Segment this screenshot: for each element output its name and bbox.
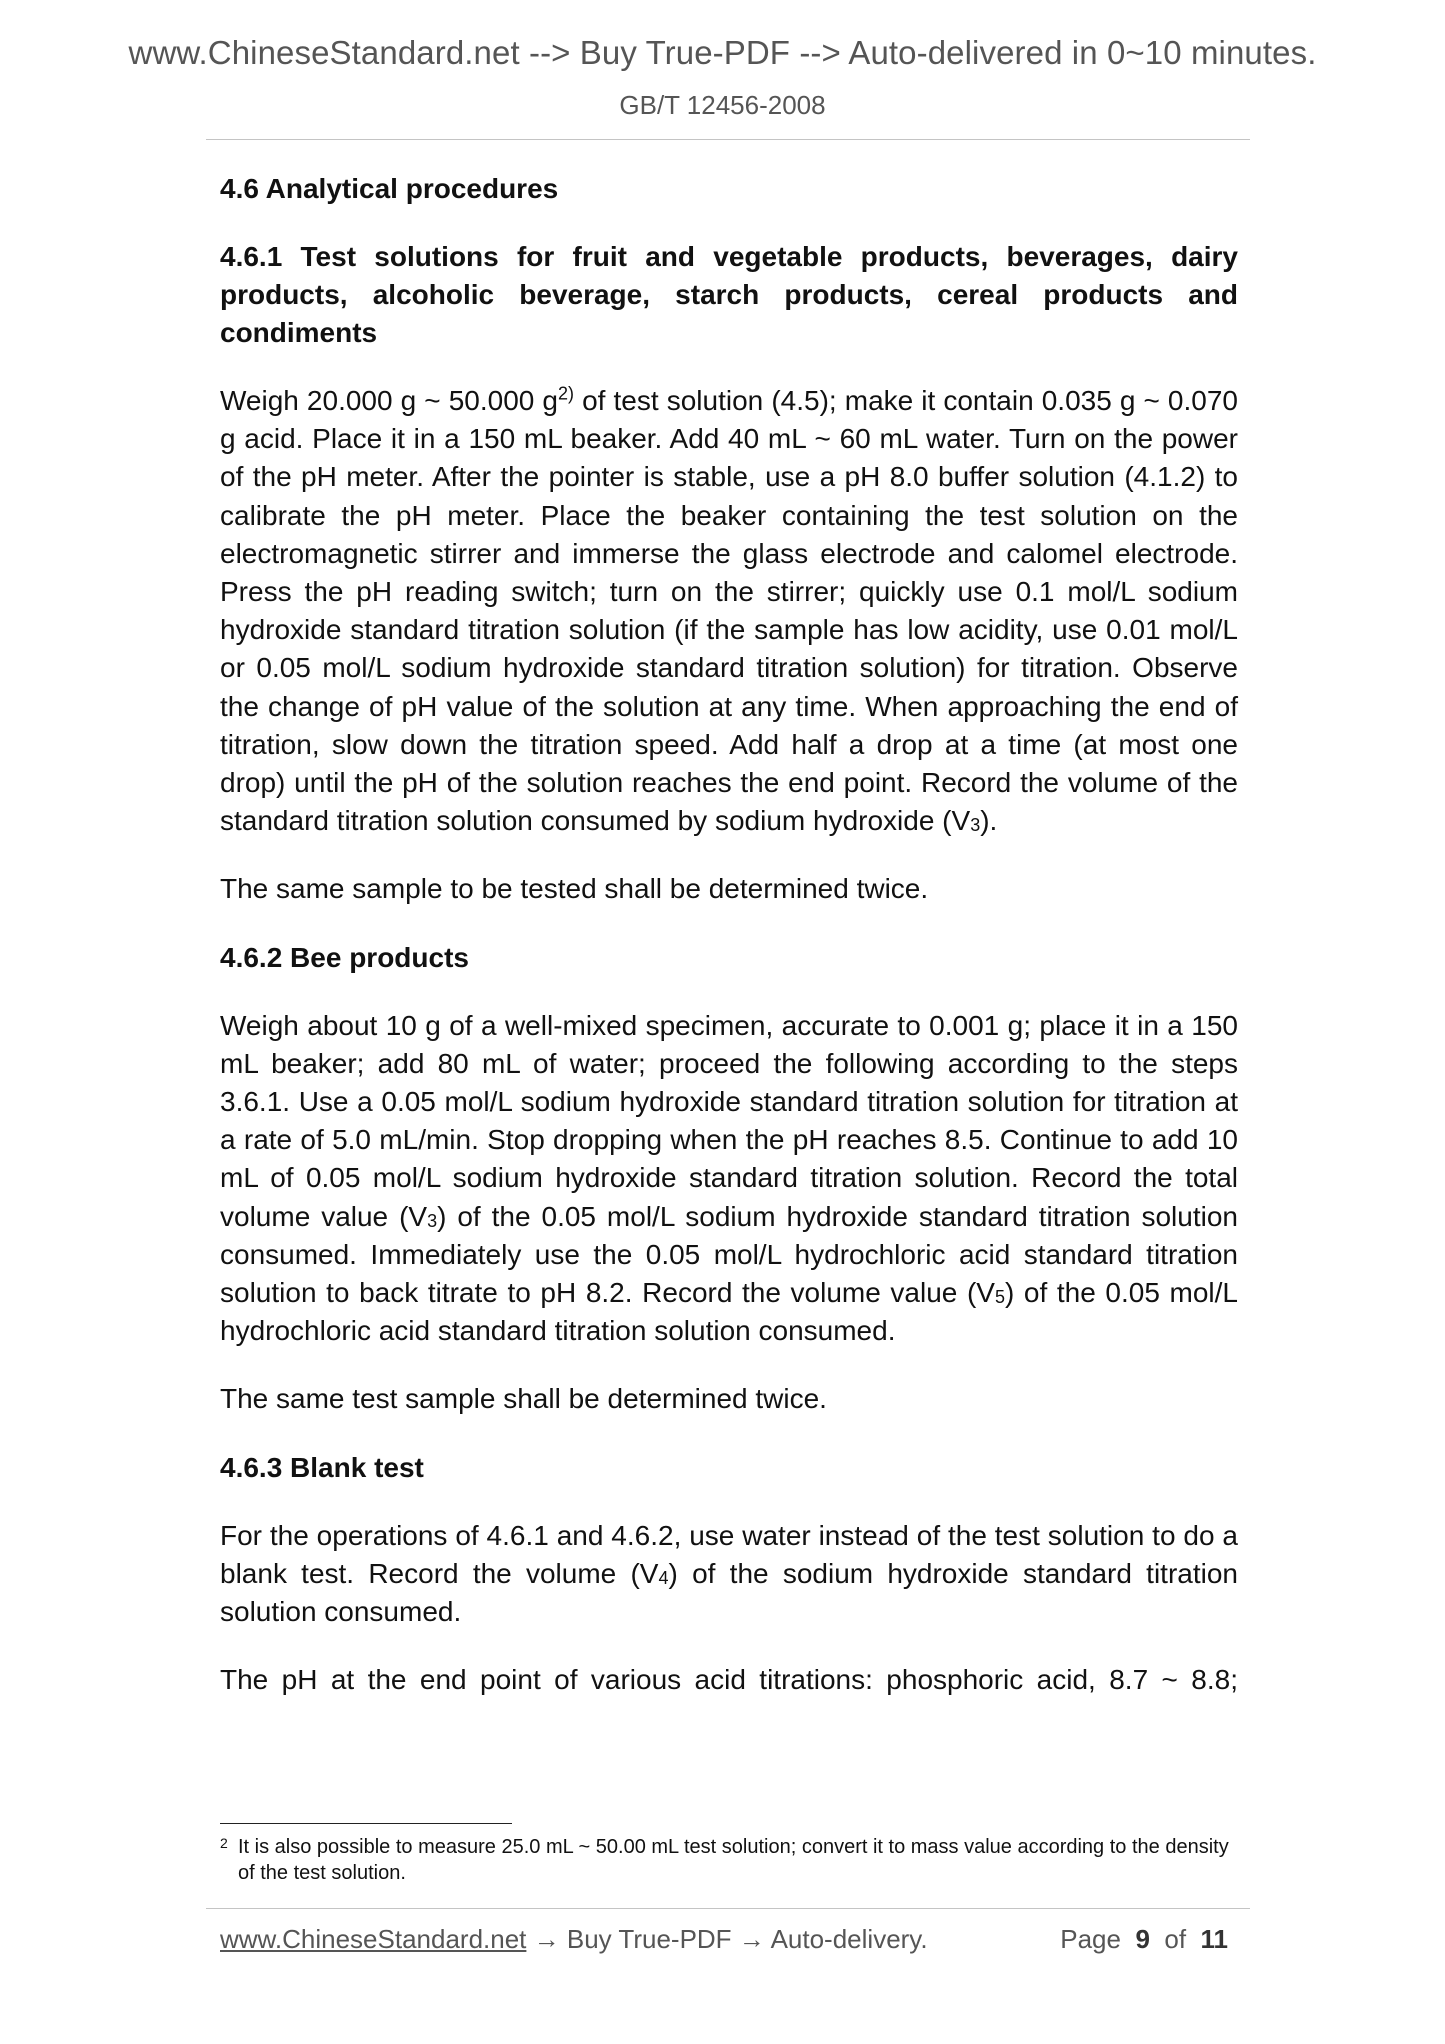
paragraph-4-6-2-repeat: The same test sample shall be determined twice. bbox=[220, 1383, 827, 1415]
text-run: Weigh about 10 g of a well-mixed specimen, accurate to 0.001 g; place it in a 150 mL beaker; add 80 mL of water; proceed the following according to the steps 3.6.1. Use a 0.05 mol/L sodium hydroxide standard titration solution for titration at a rate of 5.0 mL/min. Stop dropping when the pH reaches 8.5. Continue to add 10 mL of 0.05 mol/L sodium hydroxide standard titration solution. Record the total volume value (V bbox=[220, 1009, 1238, 1232]
document-body bbox=[220, 170, 1238, 1729]
section-heading-4-6-1: 4.6.1 Test solutions for fruit and vegetable products, beverages, dairy products, alcoholic beverage, starch products, cereal products and condiments bbox=[220, 241, 1238, 348]
paragraph-4-6-1-procedure bbox=[220, 382, 1238, 840]
footer-site-link[interactable]: www.ChineseStandard.net bbox=[220, 1924, 527, 1954]
page-indicator bbox=[1060, 1924, 1228, 1955]
subscript: 4 bbox=[658, 1567, 669, 1588]
paragraph-4-6-1-repeat: The same sample to be tested shall be determined twice. bbox=[220, 873, 929, 905]
text-run: Weigh 20.000 g ~ 50.000 g bbox=[220, 385, 559, 416]
text-run: of test solution (4.5); make it contain 0.035 g ~ 0.070 g acid. Place it in a 150 mL beaker. Add 40 mL ~ 60 mL water. Turn on the power of the pH meter. After the pointer is stable, use a pH 8.0 buffer solution (4.1.2) to calibrate the pH meter. Place the beaker containing the test solution on the electromagnetic stirrer and immerse the glass electrode and calomel electrode. Press the pH reading switch; turn on the stirrer; quickly use 0.1 mol/L sodium hydroxide standard titration solution (if the sample has low acidity, use 0.01 mol/L or 0.05 mol/L sodium hydroxide standard titration solution) for titration. Observe the change of pH value of the solution at any time. When approaching the end of titration, slow down the titration speed. Add half a drop at a time (at most one drop) until the pH of the solution reaches the end point. Record the volume of the standard titration solution consumed by sodium hydroxide (V bbox=[220, 385, 1238, 837]
text-run: For the operations of 4.6.1 and 4.6.2, use water instead of the test solution to do a blank test. Record the volume (V bbox=[220, 1519, 1238, 1589]
text-run: ) of the 0.05 mol/L hydrochloric acid standard titration solution consumed. bbox=[220, 1277, 1239, 1347]
paragraph-4-6-2-procedure bbox=[220, 1007, 1238, 1351]
paragraph-4-6-3-endpoint: The pH at the end point of various acid titrations: phosphoric acid, 8.7 ~ 8.8; bbox=[220, 1664, 1238, 1696]
section-heading-4-6-2: 4.6.2 Bee products bbox=[220, 941, 469, 973]
header-divider bbox=[206, 139, 1250, 140]
footnote-text: It is also possible to measure 25.0 mL ~ 50.00 mL test solution; convert it to mass value according to the density of the test solution. bbox=[238, 1836, 1229, 1884]
page-current: 9 bbox=[1135, 1924, 1150, 1954]
text-run: ). bbox=[980, 805, 998, 837]
section-heading-4-6: 4.6 Analytical procedures bbox=[220, 173, 559, 204]
text-run: ) of the 0.05 mol/L sodium hydroxide standard titration solution consumed. Immediately use the 0.05 mol/L hydrochloric acid standard titration solution to back titrate to pH 8.2. Record the volume value (V bbox=[220, 1200, 1238, 1309]
footnote-reference[interactable]: 2) bbox=[558, 383, 575, 404]
page-total: 11 bbox=[1200, 1924, 1228, 1954]
page-footer bbox=[220, 1924, 1228, 1955]
text-run: ) of the sodium hydroxide standard titration solution consumed. bbox=[220, 1557, 1238, 1628]
footer-text: → Buy True-PDF → Auto-delivery. bbox=[526, 1924, 928, 1954]
paragraph-4-6-3-blank bbox=[220, 1517, 1238, 1632]
section-heading-4-6-3: 4.6.3 Blank test bbox=[220, 1451, 424, 1483]
subscript: 5 bbox=[994, 1287, 1005, 1308]
footnote-marker: 2 bbox=[220, 1835, 228, 1851]
footnote-divider bbox=[220, 1823, 512, 1824]
page-of: of bbox=[1164, 1924, 1187, 1954]
footer-divider bbox=[206, 1908, 1250, 1909]
top-banner: www.ChineseStandard.net --> Buy True-PDF --> Auto-delivered in 0~10 minutes. bbox=[128, 34, 1317, 71]
page-label: Page bbox=[1060, 1924, 1121, 1954]
subscript: 3 bbox=[970, 815, 981, 836]
footnote bbox=[220, 1834, 1240, 1886]
standard-code: GB/T 12456-2008 bbox=[619, 90, 826, 120]
subscript: 3 bbox=[427, 1210, 438, 1231]
